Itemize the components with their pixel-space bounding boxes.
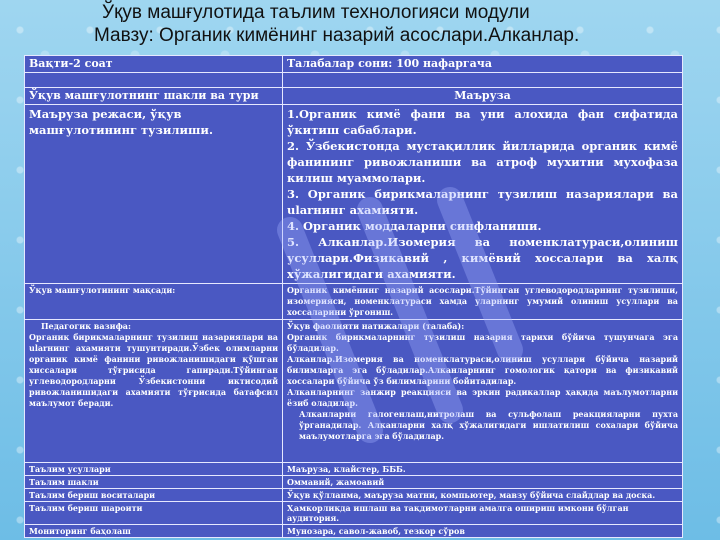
table-row-empty (25, 73, 683, 88)
table-row (25, 88, 683, 105)
slide-header (0, 0, 720, 50)
plan-item: 3. Органик бирикмаларнинг тузилиш назариялари ва ularнинг ахамияти. (287, 187, 678, 217)
goal-label-cell: Ўқув машғулотининг мақсади: (25, 284, 283, 320)
pedagogical-task-text: Органик бирикмаларнинг тузилиш назариялари ва ularнинг ахамияти тушунтиради.Ўзбек олимларни органик кимё фанини ривожланишидаги қўшган хиссалари тўғрисида гапиради.Тўйинган углеводородларни Ўзбекистонни иктисодий ривожланишидаги ахамияти тўғрисида батафсил маълумот беради. (29, 332, 278, 408)
conditions-label: Таълим бериш шароити (25, 502, 283, 525)
learning-outcome: Органик бирикмаларнинг тузилиш назария тарихи бўйича тушунчага эга бўладилар. (287, 332, 678, 353)
table-row (25, 320, 683, 463)
learning-outcome: Алканларнинг занжир реакцияси ва эркин радикаллар ҳақида маълумотларни ёзиб оладилар. (287, 387, 678, 408)
plan-item: 2. Ўзбекистонда мустақиллик йилларида органик кимё фанининг ривожланиши ва атроф мухитни мухофаза килиш муаммолари. (287, 139, 678, 185)
learning-outcomes-cell (283, 320, 683, 463)
learning-outcomes-title: Ўқув фаолияти натижалари (талаба): (287, 321, 465, 331)
hours-cell: Вақти-2 соат (25, 56, 283, 73)
methods-value: Маъруза, клайстер, БББ. (283, 463, 683, 476)
table-row (25, 525, 683, 538)
form-value-cell: Маъруза (283, 88, 683, 105)
pedagogical-task-title: Педагогик вазифа: (41, 321, 131, 331)
table-row (25, 56, 683, 73)
methods-label: Таълим усуллари (25, 463, 283, 476)
pedagogical-task-cell (25, 320, 283, 463)
monitoring-value: Мунозара, савол-жавоб, тезкор сўров (283, 525, 683, 538)
conditions-value: Ҳамкорликда ишлаш ва тақдимотларни амалга ошириш имкони бўлган аудитория. (283, 502, 683, 525)
learning-outcome: Алканларни галогенлаш,нитролаш ва сульфолаш реакцияларни пухта ўрганадилар. Алканларни халқ хўжалигидаги ишлатилиш сохалари бўйича маълумотларга эга бўладилар. (299, 409, 678, 441)
table-row (25, 502, 683, 525)
lesson-plan-table (24, 55, 683, 538)
goal-text-cell: Органик кимёнинг назарий асослари.Тўйинган углеводородларнинг тузилиши, изомерияси, номенклатураси хамда уларнинг умумий олиниш усуллари ва хоссаларини ўргониш. (283, 284, 683, 320)
table-row (25, 463, 683, 476)
form-label-cell: Ўқув машғулотнинг шакли ва тури (25, 88, 283, 105)
table-row (25, 476, 683, 489)
plan-items-cell (283, 105, 683, 284)
table-row (25, 105, 683, 284)
tools-value: Ўқув қўлланма, маъруза матни, компьютер, мавзу бўйича слайдлар ва доска. (283, 489, 683, 502)
tools-label: Таълим бериш воситалари (25, 489, 283, 502)
form-label: Таълим шакли (25, 476, 283, 489)
learning-outcome: Алканлар.Изомерия ва номенклатураси,олиниш усуллари бўйича назарий билимларга эга бўладилар.Алканларнинг гомологик қатори ва физикавий хоссалари бўйича ўз билимларини бойитадилар. (287, 354, 678, 386)
monitoring-label: Мониторинг баҳолаш (25, 525, 283, 538)
form-value: Оммавий, жамоавий (283, 476, 683, 489)
plan-item: 1.Органик кимё фани ва уни алохида фан сифатида ўкитиш сабаблари. (287, 107, 678, 137)
table-row (25, 489, 683, 502)
students-cell: Талабалар сони: 100 нафаргача (283, 56, 683, 73)
topic-title: Мавзу: Органик кимёнинг назарий асослари.Алканлар. (94, 25, 580, 46)
plan-item: 5. Алканлар.Изомерия ва номенклатураси,олиниш усуллари.Физикавий , кимёвий хоссалари ва халқ хўжалигидаги ахамияти. (287, 235, 678, 281)
module-title: Ўқув машғулотида таълим технологияси модули (102, 2, 530, 23)
plan-item: 4. Органик моддаларни синфланиши. (287, 219, 542, 233)
table-row (25, 284, 683, 320)
plan-label-cell: Маъруза режаси, ўқув машғулотининг тузилиши. (25, 105, 283, 284)
